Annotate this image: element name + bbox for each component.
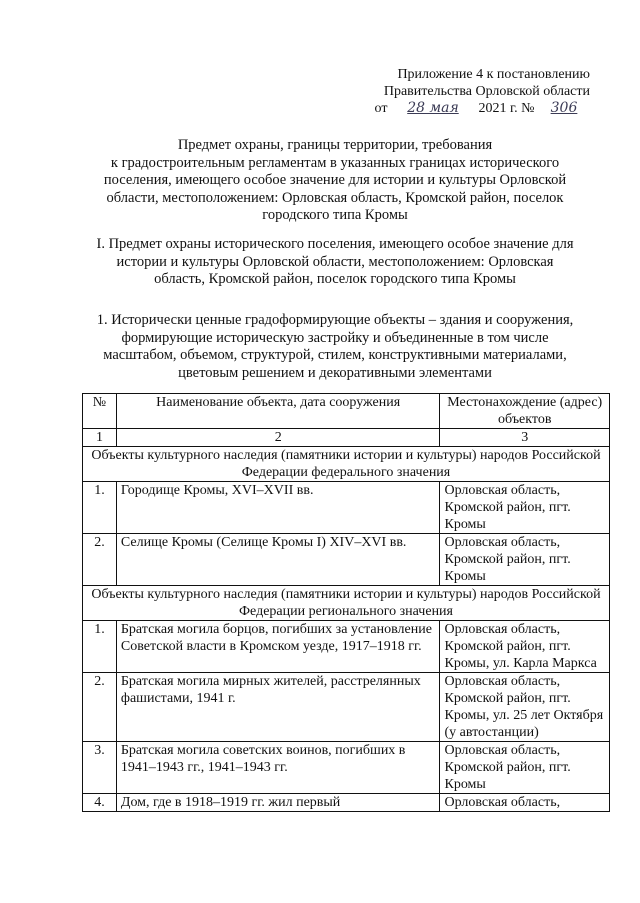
row-num: 1. — [83, 621, 117, 673]
row-name: Городище Кромы, XVI–XVII вв. — [116, 482, 440, 534]
row-location: Орловская область, — [440, 794, 610, 812]
table-row — [83, 673, 610, 742]
subsection-line-3: масштабом, объемом, структурой, стилем, конструктивными материалами, — [103, 347, 567, 363]
row-num: 1. — [83, 482, 117, 534]
row-name: Дом, где в 1918–1919 гг. жил первый — [116, 794, 440, 812]
row-location: Орловская область, Кромской район, пгт. Кромы — [440, 742, 610, 794]
heritage-objects-table — [82, 393, 610, 812]
table-row — [83, 482, 610, 534]
title-line-3: поселения, имеющего особое значение для истории и культуры Орловской — [103, 172, 567, 188]
header-num: № — [83, 394, 117, 429]
appendix-header — [340, 66, 590, 117]
document-title — [70, 137, 600, 225]
row-num: 2. — [83, 534, 117, 586]
appendix-line-2: Правительства Орловской области — [383, 84, 590, 99]
table-row — [83, 742, 610, 794]
header-location: Местонахождение (адрес) объектов — [440, 394, 610, 429]
row-name: Братская могила мирных жителей, расстрелянных фашистами, 1941 г. — [116, 673, 440, 742]
title-line-2: к градостроительным регламентам в указанных границах исторического — [110, 154, 560, 171]
appendix-line-1: Приложение 4 к постановлению — [397, 67, 590, 82]
row-num: 3. — [83, 742, 117, 794]
subsection-line-1: 1. Исторически ценные градоформирующие объекты – здания и сооружения, — [96, 312, 574, 328]
year-text: 2021 г. № — [478, 101, 535, 116]
group-row-regional — [83, 586, 610, 621]
handwritten-number: 306 — [550, 100, 578, 116]
row-name: Селище Кромы (Селище Кромы I) XIV–XVI вв. — [116, 534, 440, 586]
column-index-2: 2 — [116, 429, 440, 447]
column-index-1: 1 — [83, 429, 117, 447]
row-location: Орловская область, Кромской район, пгт. Кромы — [440, 482, 610, 534]
group-federal-label: Объекты культурного наследия (памятники истории и культуры) народов Российской Федерации федерального значения — [83, 447, 610, 482]
row-name: Братская могила борцов, погибших за установление Советской власти в Кромском уезде, 1917–1918 гг. — [116, 621, 440, 673]
group-row-federal — [83, 447, 610, 482]
table-header-row — [83, 394, 610, 429]
section-heading — [70, 236, 600, 289]
subsection-line-2: формирующие историческую застройку и объединенные в том числе — [121, 329, 549, 346]
table-row — [83, 534, 610, 586]
subsection-heading — [70, 312, 600, 382]
title-line-1: Предмет охраны, границы территории, требования — [177, 137, 493, 153]
handwritten-date: 28 мая — [407, 100, 459, 116]
column-index-3: 3 — [440, 429, 610, 447]
title-line-5: городского типа Кромы — [262, 207, 408, 223]
section-line-2: истории и культуры Орловской области, местоположением: Орловская — [116, 253, 554, 270]
row-location: Орловская область, Кромской район, пгт. Кромы, ул. 25 лет Октября (у автостанции) — [440, 673, 610, 742]
column-index-row — [83, 429, 610, 447]
section-line-1: I. Предмет охраны исторического поселения, имеющего особое значение для — [96, 236, 574, 252]
table-row — [83, 794, 610, 812]
appendix-date-line — [340, 100, 590, 117]
date-prefix: от — [374, 101, 388, 116]
subsection-line-4: цветовым решением и декоративными элементами — [178, 364, 492, 381]
row-location: Орловская область, Кромской район, пгт. Кромы — [440, 534, 610, 586]
row-num: 4. — [83, 794, 117, 812]
section-line-3: область, Кромской район, поселок городского типа Кромы — [154, 271, 516, 287]
group-regional-label: Объекты культурного наследия (памятники истории и культуры) народов Российской Федерации регионального значения — [83, 586, 610, 621]
header-name: Наименование объекта, дата сооружения — [116, 394, 440, 429]
table-row — [83, 621, 610, 673]
title-line-4: области, местоположением: Орловская область, Кромской район, поселок — [106, 189, 564, 206]
row-name: Братская могила советских воинов, погибших в 1941–1943 гг., 1941–1943 гг. — [116, 742, 440, 794]
row-num: 2. — [83, 673, 117, 742]
row-location: Орловская область, Кромской район, пгт. Кромы, ул. Карла Маркса — [440, 621, 610, 673]
